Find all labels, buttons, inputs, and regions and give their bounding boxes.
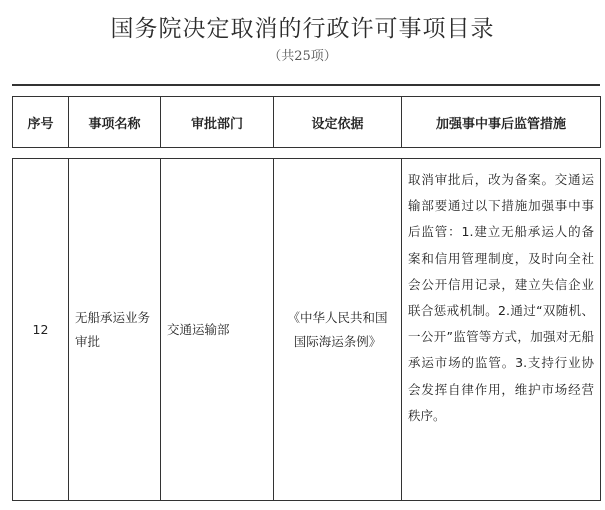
header-row [13, 97, 601, 148]
page-title: 国务院决定取消的行政许可事项目录 [110, 16, 495, 42]
header-dept: 审批部门 [161, 97, 274, 148]
page-subtitle: （共25项） [268, 49, 337, 64]
table-row [13, 159, 601, 501]
cell-name: 无船承运业务审批 [69, 159, 161, 501]
header-num: 序号 [13, 97, 69, 148]
cell-measures: 取消审批后，改为备案。交通运输部要通过以下措施加强事中事后监管：1.建立无船承运人的备案和信用管理制度，及时向全社会公开信用记录，建立失信企业联合惩戒机制。2.通过“双随机、一公开”监管等方式，加强对无船承运市场的监管。3.支持行业协会发挥自律作用，维护市场经营秩序。 [402, 159, 601, 501]
header-table [12, 96, 601, 148]
header-basis: 设定依据 [274, 97, 402, 148]
header-measures: 加强事中事后监管措施 [402, 97, 601, 148]
top-rule [12, 84, 600, 86]
header-name: 事项名称 [69, 97, 161, 148]
cell-num: 12 [13, 159, 69, 501]
cell-dept: 交通运输部 [161, 159, 274, 501]
cell-basis: 《中华人民共和国国际海运条例》 [274, 159, 402, 501]
body-table [12, 158, 601, 501]
